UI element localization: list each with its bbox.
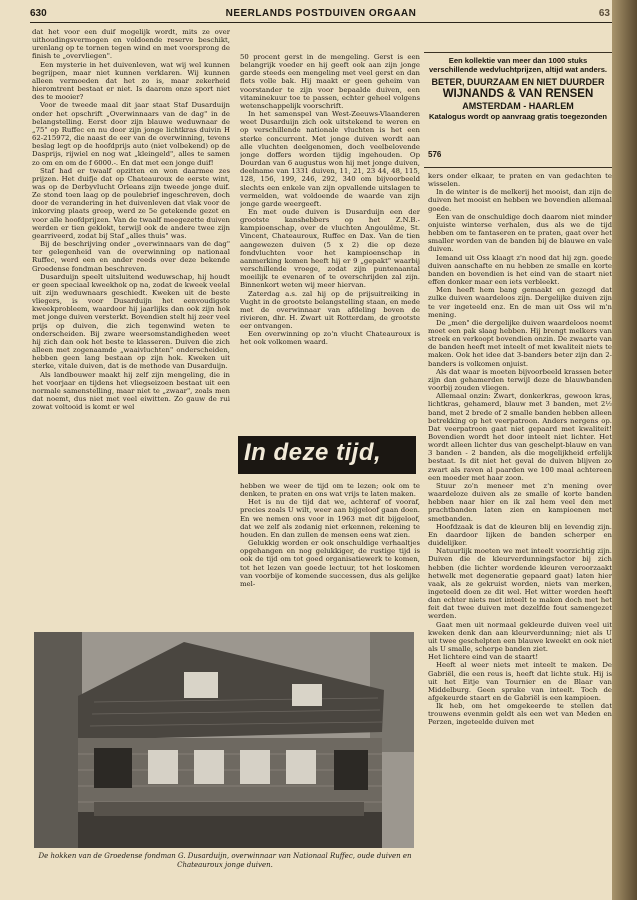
paragraph: Het is nu de tijd dat we, achteraf of vooraf, precies zoals U wilt, weer aan bijgeloof gaan doen. En we nemen ons voor in 1963 met dit bijgeloof, dat we zelf als zodanig niet erkennen, rekening te houden. En dan zullen de mensen eens wat zien. bbox=[240, 498, 420, 539]
paragraph: Het lichtere eind van de staart! bbox=[428, 653, 539, 662]
paragraph: Een van de onschuldige doch daarom niet minder onjuiste winterse verhalen, dus als we de tijd hebben om te fantaseren en te praten, gaat over het smaller worden van de banden bij de blauwe en vale duiven. bbox=[428, 212, 612, 254]
paragraph: Iemand uit Oss klaagt z'n nood dat hij zgn. goede duiven aanschafte en nu hebben ze smalle en korte banden en bovendien is het eind van de staart niet effen donker maar een iets verbleekt. bbox=[428, 253, 612, 287]
article-column-1 bbox=[32, 28, 230, 628]
paragraph: Hoofdzaak is dat de kleuren blij en levendig zijn. En daardoor lijken de banden scherper en duidelijker. bbox=[428, 522, 612, 548]
ad-number: 576 bbox=[428, 150, 442, 159]
ad-catalog-note: Katalogus wordt op aanvraag gratis toegezonden bbox=[428, 112, 608, 121]
paragraph: In de winter is de melkerij het mooist, dan zijn de duiven het mooist en hebben we bovendien allemaal goede. bbox=[428, 188, 612, 213]
paragraph: 50 procent gerst in de mengeling. Gerst is een belangrijk voeder en hij geeft ook aan zijn jonge garde steeds een mengeling met veel gerst en dan flets volle bak. Hij maakt er geen geheim van voorstander te zijn voor bepaalde duiven, een vitaminekuur toe te passen, echter geheel volgens wetenschappelijk voorschrift. bbox=[240, 53, 420, 110]
paragraph: Bij de beschrijving onder „overwinnaars van de dag" ter gelegenheid van de overwinning op nationaal Ruffec, werd een en ander reeds over deze bekende Groedense fondman beschreven. bbox=[32, 240, 230, 273]
paragraph: In het samenspel van West-Zeeuws-Vlaanderen weet Dusarduijn zich ook uitstekend te weren en op verschillende nationale vluchten is het een sterke concurrent. Met jonge duiven wordt aan alle vluchten deelgenomen, doch veelbelovende jonge doffers worden tijdig ingehouden. Op Dourdan van 6 augustus won hij met jonge duiven, deelname van 1331 duiven, 11, 21, 23 44, 48, 115, 128, 156, 199, 246, 292, 340 om bijvoorbeeld slechts een enkele van zijn opvallende uitslagen te vermelden, wat voldoende de waarde van zijn jonge garde weergeeft. bbox=[240, 110, 420, 208]
paragraph: Stuur zo'n meneer met z'n mening over waardeloze duiven als ze smalle of korte banden hebben naar hier en ik zal hem veel den met prachtbanden laten zien en kampioenen met smetbanden. bbox=[428, 481, 612, 523]
paragraph: Voor de tweede maal dit jaar staat Staf Dusarduijn onder het opschrift „Overwinnaars van de dag" in de belangstelling. Eerst door zijn blauwe weduwnaar de „75" op Ruffec en nu door zijn jonge lichtkras duivin H 62-215972, die naast de eer van de overwinning, tevens beslag legt op de hoofdprijs auto (niet volbekend) op de Dasprijs, rijwiel en nog wat „kleingeld", alles te samen zo om en om de f 6000.-. En dat met een jonge duif! bbox=[32, 101, 230, 167]
photo-caption: De hokken van de Groedense fondman G. Dusarduijn, overwinnaar van Nationaal Ruffec, oude duiven en Chateauroux jonge duiven. bbox=[38, 852, 412, 869]
paragraph: Als dat waar is moeten bijvoorbeeld krassen beter zijn dan gehamerden terwijl deze de blauwbanden voorbij zouden vliegen. bbox=[428, 367, 612, 393]
section-heading: In deze tijd, bbox=[244, 439, 382, 466]
page-number: 630 bbox=[30, 8, 47, 19]
paragraph: Ik heb, om het omgekeerde te stellen dat trouwens evenmin geldt als een wet van Meden en Perzen, ingeteelde duiven met bbox=[428, 702, 612, 727]
paragraph: Staf had er twaalf opzitten en won daarmee zes prijzen. Het duifje dat op Chateauroux de eerste wint, was op de Derbyvlucht Orleans zijn tweede jonge duif. Ze stond toen laag op de poulebrief ingeschreven, doch door de verandering in het duivenleven dat vlak voor de inkorving plaats greep, werd ze 5e getekende gezet en voor alle hoofdprijzen. Van de twaalf meegezette duiven werden er tien geklokt, terwijl ook de andere twee zijn gearriveerd, zodat bij Staf „alles thuis" was. bbox=[32, 166, 230, 240]
advertisement-box bbox=[424, 52, 612, 168]
paragraph: Zaterdag a.s. zal hij op de prijsuitreiking in Vught in de grootste belangstelling staan, en mede met de overwinnaar van afdeling boven de rivieren, dhr. H. Zwart uit Rotterdam, de grootste eer ontvangen. bbox=[240, 289, 420, 331]
paragraph: dat het voor een duif mogelijk wordt, mits ze over uithoudingsvermogen en voldoende reserve beschikt, urenlang op te tornen tegen wind en met voorsprong de finish te „overvliegen". bbox=[32, 28, 230, 61]
paragraph: Dusarduijn speelt uitsluitend weduwschap, hij houdt er geen speciaal kweekhok op na, zodat de kweek veelal uit zijn weduwnaars geschiedt. Kweken uit de beste vliegers, is voor Dusarduijn het eenvoudigste kweekprobleem, waardoor hij jaarlijks dan ook zijn hok met jonge duiven versterkt. Bovendien stelt hij zeer veel prijs op duiven, die zich tegenwind weten te onderscheiden. Bij zware weersomstandigheden weet hij zich dan ook het beste te klasseren. Duiven die zich alleen met zogenaamde „waaivluchten" onderscheiden, hebben geen lang bestaan op zijn hok. Kweken uit sterke, vitale duiven, dat is de methode van Dusarduijn. bbox=[32, 272, 230, 371]
paragraph: En met oude duiven is Dusarduijn een der grootste kanshebbers op het Z.N.B.-kampioenschap, over de vluchten Angoulême, St. Vincent, Chateauroux, Ruffec en Dax. Van de tien aangewezen duiven (5 x 2) die op deze fondvluchten voor het kampioenschap in aanmerking komen heeft hij er 9 „gepakt" waarbij verschillende vroege, zodat zijn puntenaantal moeilijk te evenaren of te overschrijden zal zijn. Binnenkort weten wij meer hiervan. bbox=[240, 207, 420, 290]
ad-city: AMSTERDAM - HAARLEM bbox=[462, 101, 574, 111]
paragraph: Heeft al weer niets met inteelt te maken. De Gabriël, die een reus is, heeft dat lichte stuk. Hij is uit het Eitje van Tournier en de Blaar van Middelburg. Geen sprake van inteelt. Toch de afgekeurde staart en de Gabriël is een kampioen. bbox=[428, 661, 612, 702]
paragraph: Men heeft hem bang gemaakt en gezegd dat zulke duiven waardeloos zijn. Dergelijke duiven zijn te ver ingeteeld enz. En de man uit Oss wil m'n mening. bbox=[428, 286, 612, 319]
paragraph: kers onder elkaar, te praten en van gedachten te wisselen. bbox=[428, 172, 612, 189]
ad-intro: Een kollektie van meer dan 1000 stuks verschillende wedvluchtprijzen, altijd wat anders. bbox=[428, 56, 608, 74]
ad-firm-name: WIJNANDS & VAN RENSEN bbox=[442, 88, 594, 100]
paragraph: hebben we weer de tijd om te lezen; ook om te denken, te praten en ons wat vrijs te laten maken. bbox=[240, 482, 420, 499]
page-number-right: 63 bbox=[598, 8, 610, 19]
paragraph: Gelukkig worden er ook onschuldige verhaaltjes opgehangen en nog gelukkiger, de rustige tijd is ook de tijd om tot goed organisatiewerk te komen, tot het lezen van goede lectuur, tot het loskomen van voorbije of komende successen, dus als gelijke mel- bbox=[240, 539, 420, 588]
article-column-3 bbox=[428, 172, 612, 897]
loft-illustration bbox=[34, 632, 414, 848]
article-column-2-lower bbox=[240, 482, 420, 628]
paragraph: De „men" die dergelijke duiven waardeloos noemt moet een pak slaag hebben. Hij brengt melkers van streek en verkoopt bovendien onzin. De zwaarte van de banden heeft met inteelt of met kwaliteit niets te maken. Ook het idee dat 3-banders beter zijn dan 2-banders is volkomen onjuist. bbox=[428, 318, 612, 368]
paragraph: Gaat men uit normaal gekleurde duiven veel uit kweken denk dan aan kleurverdunning; niet als U uit twee geschelpten een blauwe kweekt en ook niet als U smalle, scherpe banden ziet. bbox=[428, 620, 612, 654]
ad-slogan: BETER, DUURZAAM EN NIET DUURDER bbox=[431, 77, 605, 87]
article-column-2 bbox=[240, 53, 420, 422]
page-edge bbox=[612, 0, 637, 900]
paragraph: Een mysterie in het duivenleven, wat wij wel kunnen begrijpen, maar niet kunnen verklaren. Wij kunnen alleen vermoeden dat het zo is, maar zekerheid hieromtrent bestaat er niet. Is daarom onze sport niet des te mooier? bbox=[32, 60, 230, 102]
paragraph: Allemaal onzin: Zwart, donkerkras, gewoon kras, lichtkras, gehamerd, blauw met 3 banden, met 2½ band, met 2 brede of 2 smalle banden hebben alleen betrekking op het veerpatroon. Anders nergens op. Dat veerpatroon gaat niet gepaard met kwaliteit! Bovendien wordt het door inteelt niet lichter. Het wordt alleen lichter dus van geschelpt-blauw en van 3 banden - 2 banden, als die mogelijkheid erfelijk bestaat. Is dit niet het geval de duiven blijven zo zwart als raven al paarden we 100 maal achtereen een moeder met haar zoon. bbox=[428, 392, 612, 482]
magazine-title: NEERLANDS POSTDUIVEN ORGAAN bbox=[225, 8, 417, 19]
paragraph: Een overwinning op zo'n vlucht Chateauroux is het ook volkomen waard. bbox=[240, 330, 420, 347]
paragraph: Als landbouwer maakt hij zelf zijn mengeling, die in het voorjaar en tijdens het vliegseizoen bestaat uit een normale samenstelling, maar niet te „zwaar", zoals men dat noemt, dus niet met veel eiwitten. Zo gauw de rui zowat voltooid is komt er wel bbox=[32, 370, 230, 412]
section-heading-banner bbox=[238, 436, 416, 474]
loft-photo bbox=[34, 632, 414, 848]
page-header bbox=[30, 6, 612, 23]
paragraph: Natuurlijk moeten we met inteelt voorzichtig zijn. Duiven die de kleurverdunningsfactor bij zich hebben (die lichter wordende kleuren veroorzaakt hetwelk met degeneratie gepaard gaat) laten hier vaak, als ze gekruist worden, niets van merken, ingeteeld doen ze dit wel. Het witter worden heeft dan echter niets met inteelt te maken doch met het feit dat twee duiven met dezelfde fout samengezet werden. bbox=[428, 547, 612, 621]
